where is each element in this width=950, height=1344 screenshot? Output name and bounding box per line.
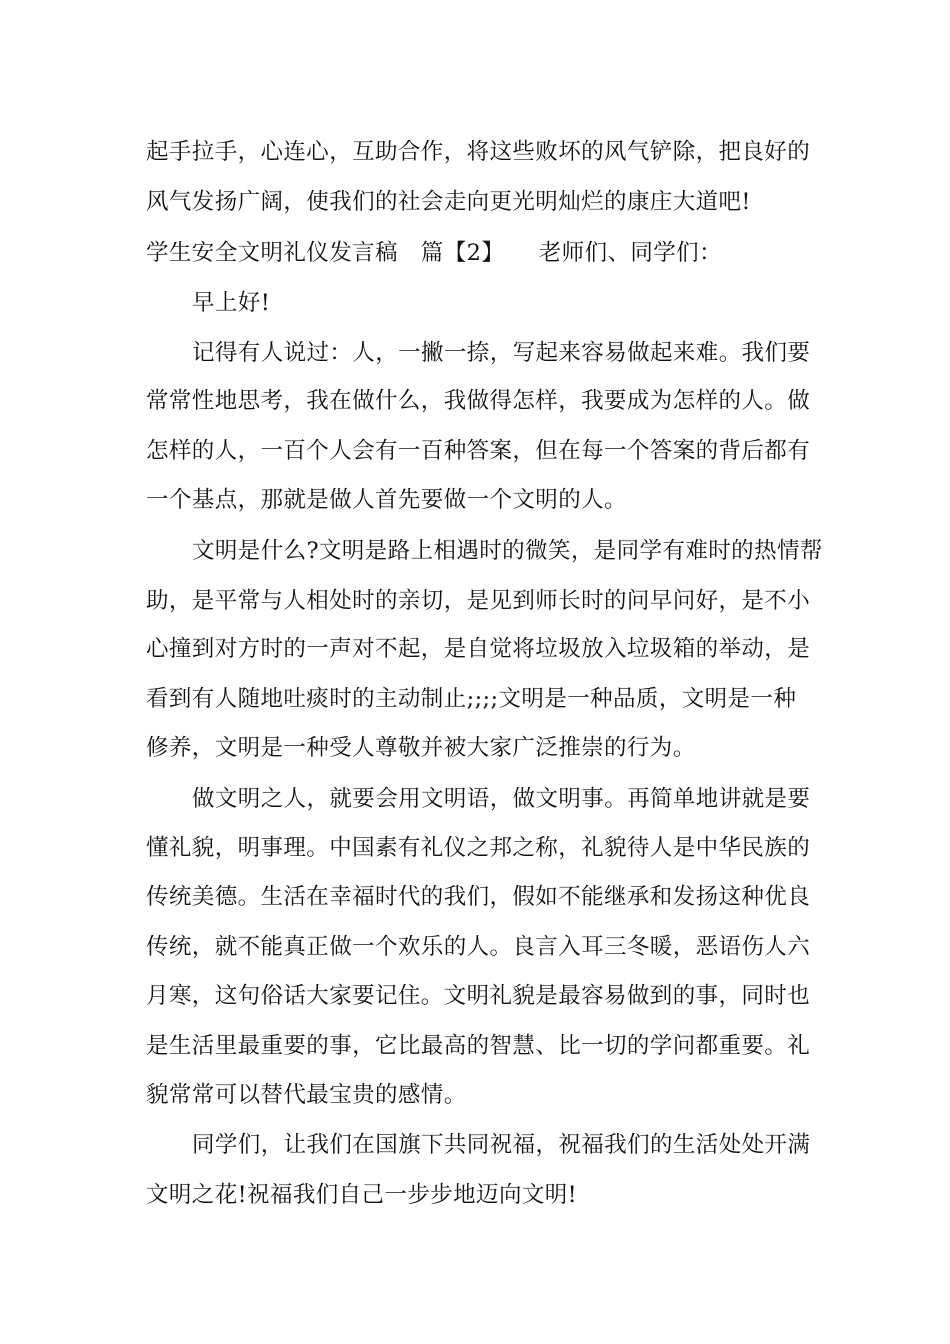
text-line-6: 常常性地思考，我在做什么，我做得怎样，我要成为怎样的人。做: [146, 388, 811, 414]
text-line-13: 修养，文明是一种受人尊敬并被大家广泛推崇的行为。: [146, 735, 696, 761]
text-line-9: 文明是什么?文明是路上相遇时的微笑，是同学有难时的热情帮: [192, 538, 823, 564]
text-line-2: 风气发扬广阔，使我们的社会走向更光明灿烂的康庄大道吧!: [146, 189, 751, 215]
text-line-12: 看到有人随地吐痰时的主动制止;;;;文明是一种品质，文明是一种: [146, 686, 797, 712]
text-line-20: 貌常常可以替代最宝贵的感情。: [146, 1082, 467, 1108]
text-line-7: 怎样的人，一百个人会有一百种答案，但在每一个答案的背后都有: [146, 438, 811, 464]
text-line-8: 一个基点，那就是做人首先要做一个文明的人。: [146, 487, 627, 513]
section-heading: 学生安全文明礼仪发言稿 篇【2】 老师们、同学们：: [146, 240, 722, 266]
text-line-10: 助，是平常与人相处时的亲切，是见到师长时的问早问好，是不小: [146, 588, 811, 614]
text-line-1: 起手拉手，心连心，互助合作，将这些败坏的风气铲除，把良好的: [146, 139, 811, 165]
text-line-16: 传统美德。生活在幸福时代的我们，假如不能继承和发扬这种优良: [146, 884, 811, 910]
text-line-14: 做文明之人，就要会用文明语，做文明事。再简单地讲就是要: [192, 786, 811, 812]
text-line-17: 传统，就不能真正做一个欢乐的人。良言入耳三冬暖，恶语伤人六: [146, 934, 811, 960]
text-line-18: 月寒，这句俗话大家要记住。文明礼貌是最容易做到的事，同时也: [146, 983, 811, 1009]
text-line-21: 同学们，让我们在国旗下共同祝福，祝福我们的生活处处开满: [192, 1132, 811, 1158]
text-line-19: 是生活里最重要的事，它比最高的智慧、比一切的学问都重要。礼: [146, 1033, 811, 1059]
text-line-5: 记得有人说过：人，一撇一捺，写起来容易做起来难。我们要: [192, 340, 811, 366]
text-line-15: 懂礼貌，明事理。中国素有礼仪之邦之称，礼貌待人是中华民族的: [146, 835, 811, 861]
text-line-11: 心撞到对方时的一声对不起，是自觉将垃圾放入垃圾箱的举动，是: [146, 636, 811, 662]
greeting-line: 早上好!: [192, 290, 271, 316]
text-line-22: 文明之花!祝福我们自己一步步地迈向文明!: [146, 1182, 578, 1208]
